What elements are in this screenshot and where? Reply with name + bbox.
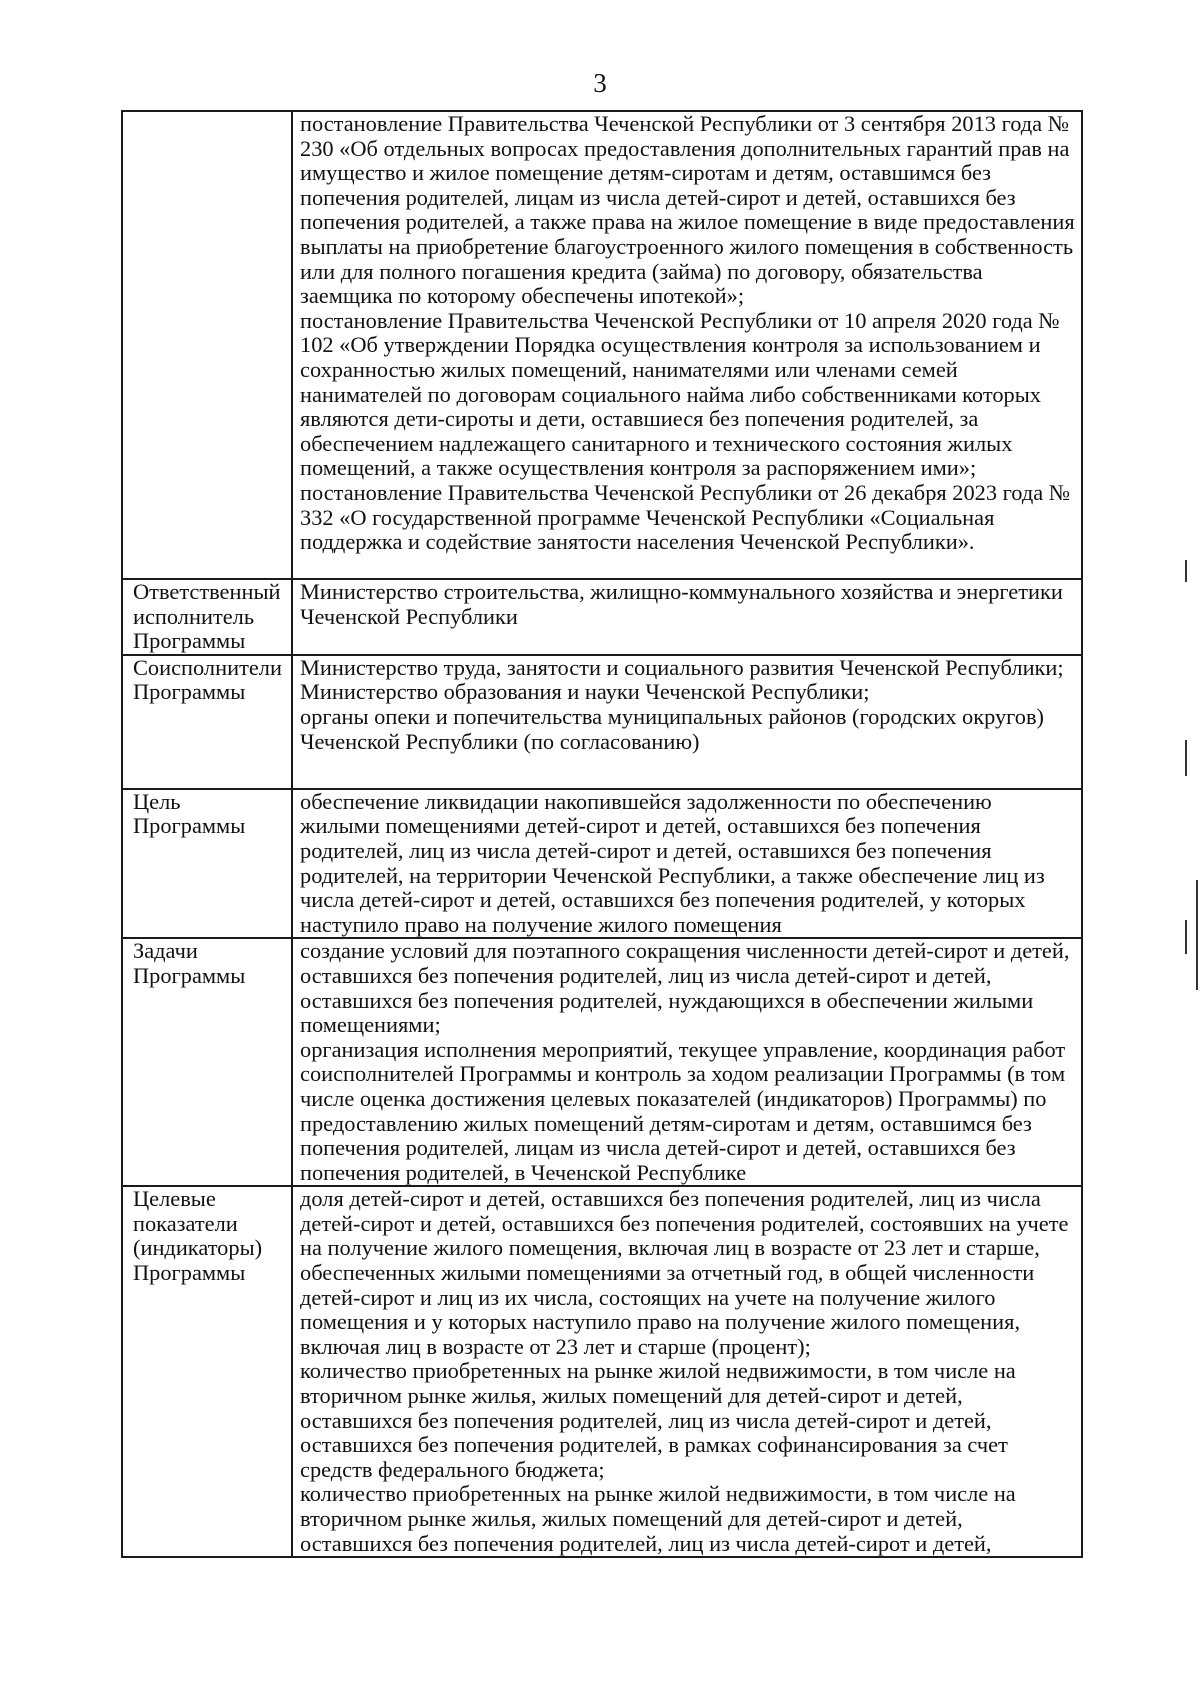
row-content [292,655,1082,789]
row-label [122,111,292,579]
row-label: Целевые показатели (индикаторы) Программы [122,1186,292,1557]
paragraph: Министерство образования и науки Чеченской Республики; [300,679,870,705]
paragraph-resolution-230: постановление Правительства Чеченской Республики от 3 сентября 2013 года № 230 «Об отдельных вопросах предоставления дополнительных гарантий прав на имущество и жилое помещение детям-сиротам и детям, оставшимся без попечения родителей, лицам из числа детей-сирот и детей, оставшихся без попечения родителей, а также права на жилое помещение в виде предоставления выплаты на приобретение благоустроенного жилого помещения в собственность или для полного погашения кредита (займа) по договору, обязательства заемщика по которому обеспечены ипотекой»; [300,111,1075,309]
scan-artifact [1185,920,1187,954]
scan-artifact [1185,740,1187,776]
paragraph: обеспечение ликвидации накопившейся задолженности по обеспечению жилыми помещениями детей-сирот и детей, оставшихся без попечения родителей, лиц из числа детей-сирот и детей, оставшихся без попечения родителей, на территории Чеченской Республики, а также обеспечение лиц из числа детей-сирот и детей, оставшихся без попечения родителей, у которых наступило право на получение жилого помещения [300,788,1045,937]
paragraph: Министерство труда, занятости и социального развития Чеченской Республики; [300,654,1064,680]
table-row-responsible-executor [122,579,1082,655]
table-row-goal [122,789,1082,939]
row-label: Ответственный исполнитель Программы [122,579,292,655]
paragraph-resolution-102: постановление Правительства Чеченской Республики от 10 апреля 2020 года № 102 «Об утверждении Порядка осуществления контроля за использованием и сохранностью жилых помещений, нанимателями или членами семей нанимателей по договорам социального найма либо собственниками которых являются дети-сироты и дети, оставшиеся без попечения родителей, за обеспечением надлежащего санитарного и технического состояния жилых помещений, а также осуществления контроля за распоряжением ими»; [300,307,1060,481]
paragraph: организация исполнения мероприятий, текущее управление, координация работ соисполнителей Программы и контроль за ходом реализации Программы (в том числе оценка достижения целевых показателей (индикаторов) Программы) по предоставлению жилых помещений детям-сиротам и детям, оставшимся без попечения родителей, лицам из числа детей-сирот и детей, оставшихся без попечения родителей, в Чеченской Республике [300,1036,1066,1185]
row-content [292,111,1082,579]
paragraph: количество приобретенных на рынке жилой недвижимости, в том числе на вторичном рынке жилья, жилых помещений для детей-сирот и детей, оставшихся без попечения родителей, лиц из числа детей-сирот и детей, оставшихся без попечения родителей, в рамках софинансирования за счет средств федерального бюджета; [300,1358,1016,1482]
paragraph: создание условий для поэтапного сокращения численности детей-сирот и детей, оставшихся без попечения родителей, лиц из числа детей-сирот и детей, оставшихся без попечения родителей, нуждающихся в обеспечении жилыми помещениями; [300,938,1070,1038]
row-label: Задачи Программы [122,938,292,1186]
table-row-co-executors [122,655,1082,789]
scan-artifact [1196,880,1198,990]
row-content [292,579,1082,655]
table-row-tasks [122,938,1082,1186]
scan-artifact [1185,560,1187,582]
table-row-target-indicators [122,1186,1082,1557]
row-content [292,1186,1082,1557]
row-label: Цель Программы [122,789,292,939]
row-label: Соисполнители Программы [122,655,292,789]
paragraph-resolution-332: постановление Правительства Чеченской Республики от 26 декабря 2023 года № 332 «О государственной программе Чеченской Республики «Социальная поддержка и содействие занятости населения Чеченской Республики». [300,479,1071,555]
paragraph: количество приобретенных на рынке жилой недвижимости, в том числе на вторичном рынке жилья, жилых помещений для детей-сирот и детей, оставшихся без попечения родителей, лиц из числа детей-сирот и детей, [300,1481,1016,1556]
page-number: 3 [593,68,607,98]
row-content [292,789,1082,939]
paragraph: Министерство строительства, жилищно-коммунального хозяйства и энергетики Чеченской Республики [300,579,1063,629]
paragraph: органы опеки и попечительства муниципальных районов (городских округов) Чеченской Республики (по согласованию) [300,703,1045,754]
table-row-legal-basis [122,111,1082,579]
row-content [292,938,1082,1186]
paragraph: доля детей-сирот и детей, оставшихся без попечения родителей, лиц из числа детей-сирот и детей, оставшихся без попечения родителей, состоявших на учете на получение жилого помещения, включая лиц в возрасте от 23 лет и старше, обеспеченных жилыми помещениями за отчетный год, в общей численности детей-сирот и лиц из их числа, состоящих на учете на получение жилого помещения и у которых наступило право на получение жилого помещения, включая лиц в возрасте от 23 лет и старше (процент); [300,1186,1069,1359]
program-passport-table [121,110,1083,1558]
